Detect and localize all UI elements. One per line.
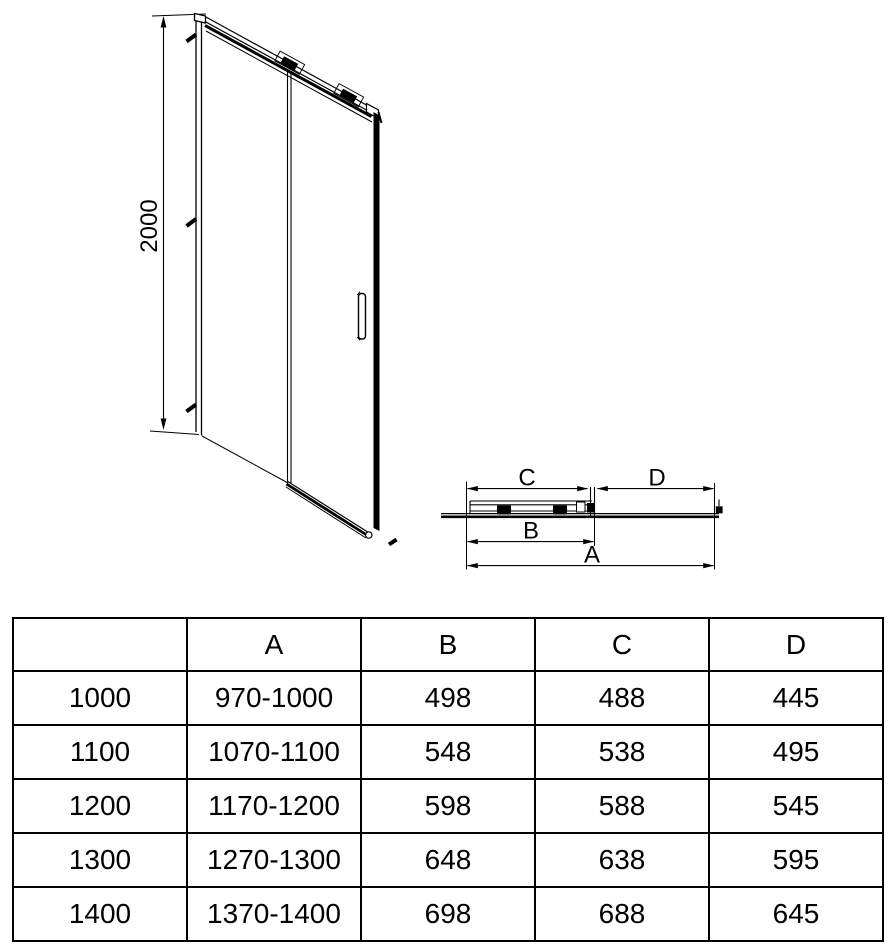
table-row [13, 779, 883, 833]
cell-size: 1400 [13, 887, 187, 941]
cell-d: 495 [709, 725, 883, 779]
dimension-d-label: D [648, 464, 666, 492]
dimension-c [467, 465, 588, 492]
cell-a: 1170-1200 [187, 779, 361, 833]
wall-profile-right [374, 112, 397, 545]
cell-d: 445 [709, 671, 883, 725]
cell-a: 970-1000 [187, 671, 361, 725]
header-cell-size [13, 618, 187, 671]
table-row [13, 725, 883, 779]
header-cell-b: B [361, 618, 535, 671]
dimension-b-label: B [522, 517, 540, 545]
size-table [12, 617, 884, 942]
table-row [13, 887, 883, 941]
cell-size: 1100 [13, 725, 187, 779]
dimension-a-label: A [583, 541, 601, 569]
wall-bracket-icons [187, 35, 197, 412]
cell-d: 545 [709, 779, 883, 833]
cell-size: 1200 [13, 779, 187, 833]
dimension-b [467, 518, 594, 545]
table-row [13, 671, 883, 725]
cell-c: 688 [535, 887, 709, 941]
cell-size: 1300 [13, 833, 187, 887]
header-cell-d: D [709, 618, 883, 671]
header-cell-c: C [535, 618, 709, 671]
cell-d: 595 [709, 833, 883, 887]
cell-b: 698 [361, 887, 535, 941]
door-handle [357, 292, 365, 340]
sliding-panel-edge [288, 70, 292, 483]
header-cell-a: A [187, 618, 361, 671]
cell-b: 548 [361, 725, 535, 779]
cell-size: 1000 [13, 671, 187, 725]
cell-a: 1270-1300 [187, 833, 361, 887]
cell-d: 645 [709, 887, 883, 941]
dimension-c-label: C [518, 464, 536, 492]
dimension-d [597, 465, 714, 492]
cell-b: 598 [361, 779, 535, 833]
cell-b: 498 [361, 671, 535, 725]
plan-wall-bracket [716, 500, 723, 514]
cell-c: 638 [535, 833, 709, 887]
cell-a: 1370-1400 [187, 887, 361, 941]
size-table-header-row [13, 618, 883, 671]
table-row [13, 833, 883, 887]
plan-fixed-glass [441, 514, 719, 517]
top-rail [205, 17, 382, 124]
cell-c: 488 [535, 671, 709, 725]
height-dimension-label: 2000 [136, 199, 163, 253]
cell-b: 648 [361, 833, 535, 887]
cell-c: 588 [535, 779, 709, 833]
front-view [136, 14, 397, 545]
plan-view [441, 465, 723, 570]
cell-c: 538 [535, 725, 709, 779]
cell-a: 1070-1100 [187, 725, 361, 779]
dimension-a [467, 542, 714, 569]
wall-profile-left [195, 14, 206, 436]
